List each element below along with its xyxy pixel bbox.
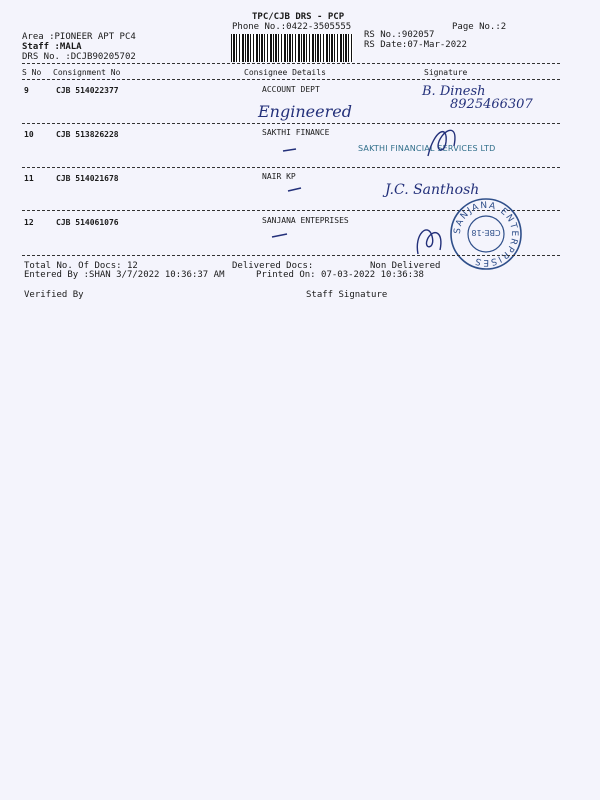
company-stamp: SAKTHI FINANCIAL SERVICES LTD xyxy=(358,144,496,153)
row-divider xyxy=(22,123,560,124)
col-header-consignment: Consignment No xyxy=(53,68,121,77)
document-title: TPC/CJB DRS - PCP xyxy=(252,12,345,22)
barcode xyxy=(231,34,353,62)
row-consignment: CJB 513826228 xyxy=(56,130,119,139)
entered-by: Entered By :SHAN 3/7/2022 10:36:37 AM xyxy=(24,270,225,280)
handwritten-note: Engineered xyxy=(258,102,352,121)
stamp-outer-text: SANJANA ENTERPRISES xyxy=(452,200,520,268)
row-consignment: CJB 514021678 xyxy=(56,174,119,183)
handwritten-signature: J.C. Santhosh xyxy=(385,182,480,198)
rs-number: RS No.:902057 xyxy=(364,30,435,40)
signature-tick xyxy=(282,146,298,154)
signature-tick xyxy=(271,232,289,240)
row-consignment: CJB 514022377 xyxy=(56,86,119,95)
scribble-signature xyxy=(418,120,468,162)
delivered-docs: Delivered Docs: xyxy=(232,261,314,271)
round-stamp xyxy=(448,196,524,272)
page-number: Page No.:2 xyxy=(452,22,507,32)
verified-by: Verified By xyxy=(24,290,84,300)
row-consignee: ACCOUNT DEPT xyxy=(262,85,320,94)
row-sno: 9 xyxy=(24,86,29,95)
signature-tick xyxy=(287,186,303,194)
non-delivered: Non Delivered xyxy=(370,261,441,271)
row-consignee: SANJANA ENTEPRISES xyxy=(262,216,349,225)
area-field: Area :PIONEER APT PC4 xyxy=(22,32,136,42)
staff-field: Staff :MALA xyxy=(22,42,82,52)
staff-signature: Staff Signature xyxy=(306,290,388,300)
row-consignment: CJB 514061076 xyxy=(56,218,119,227)
divider xyxy=(22,255,560,256)
divider xyxy=(22,79,560,80)
divider xyxy=(22,63,560,64)
handwritten-phone: 8925466307 xyxy=(450,97,533,112)
drs-number: DRS No. :DCJB90205702 xyxy=(22,52,136,62)
printed-on: Printed On: 07-03-2022 10:36:38 xyxy=(256,270,424,280)
handwritten-signature: B. Dinesh xyxy=(422,84,486,99)
total-docs: Total No. Of Docs: 12 xyxy=(24,261,138,271)
row-consignee: SAKTHI FINANCE xyxy=(262,128,330,137)
row-divider xyxy=(22,167,560,168)
stamp-inner-text: CBE-18 xyxy=(471,228,501,237)
col-header-consignee: Consignee Details xyxy=(244,68,326,77)
scribble-signature xyxy=(410,216,450,260)
col-header-signature: Signature xyxy=(424,68,468,77)
row-sno: 12 xyxy=(24,218,34,227)
row-consignee: NAIR KP xyxy=(262,172,296,181)
row-sno: 11 xyxy=(24,174,34,183)
phone-number: Phone No.:0422-3505555 xyxy=(232,22,352,32)
col-header-sno: S No xyxy=(22,68,42,77)
row-sno: 10 xyxy=(24,130,34,139)
rs-date: RS Date:07-Mar-2022 xyxy=(364,40,467,50)
